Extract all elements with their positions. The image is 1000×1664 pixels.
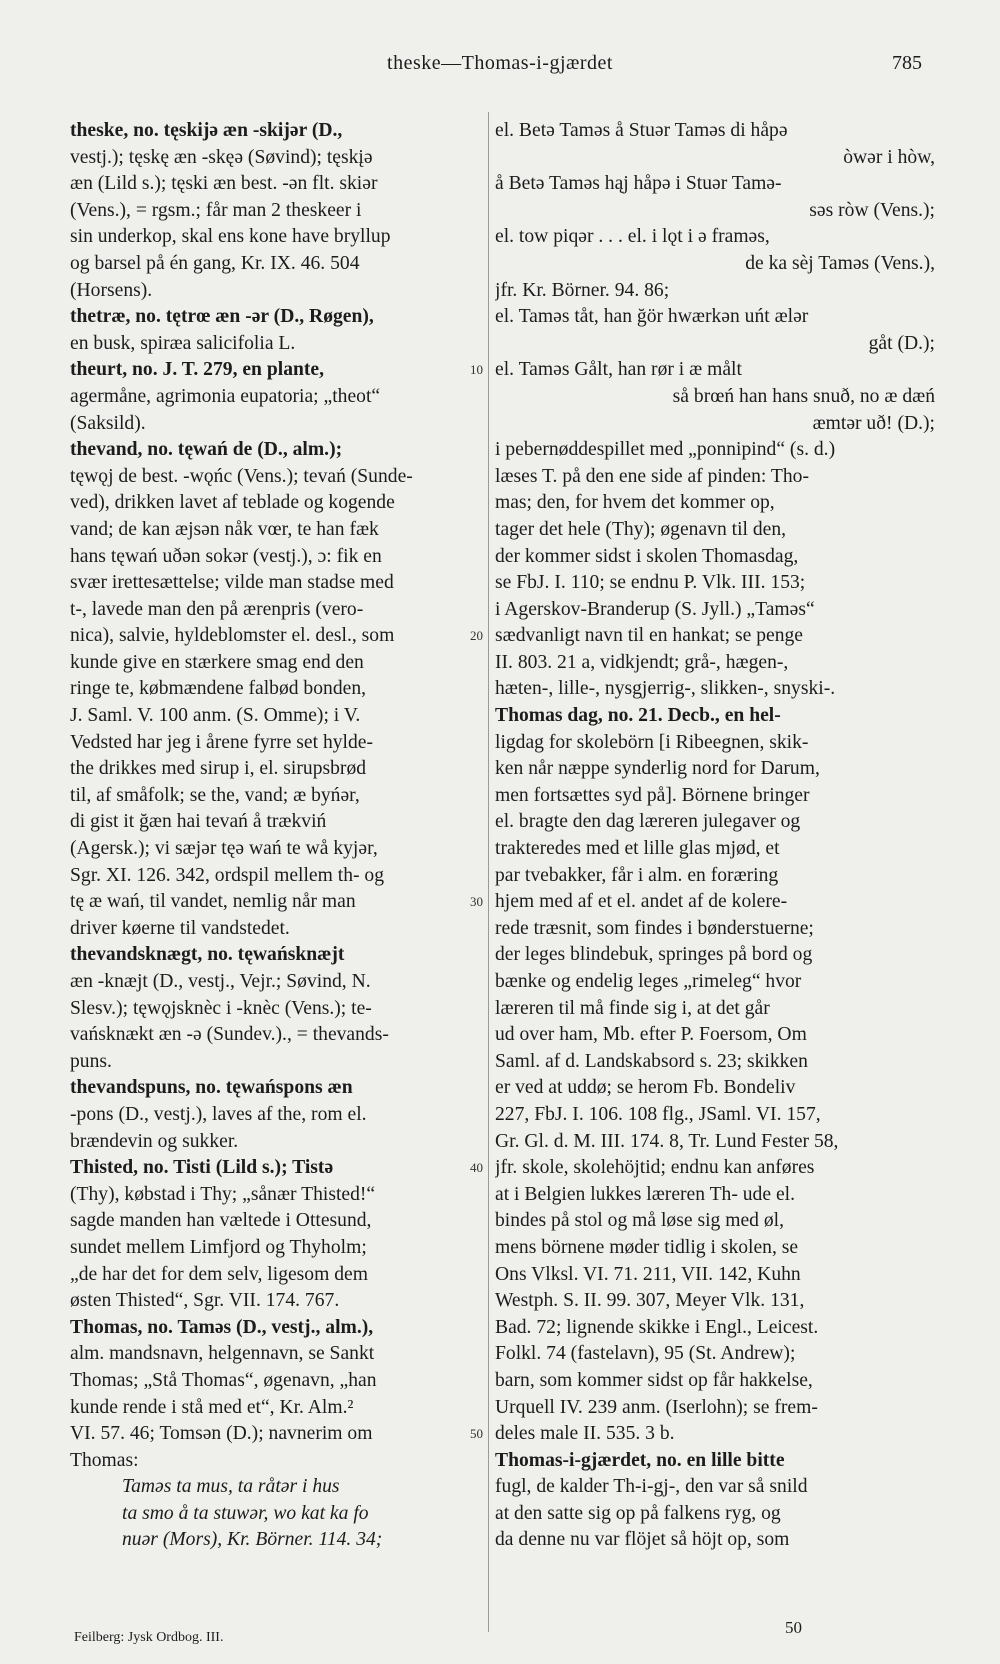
entry-line: at den satte sig op på falkens ryg, og xyxy=(495,1502,781,1524)
entry-line: jfr. Kr. Börner. 94. 86; xyxy=(495,279,670,301)
entry-line: ud over ham, Mb. efter P. Foersom, Om xyxy=(495,1024,807,1046)
entry-line: puns. xyxy=(70,1050,112,1072)
entry-line: Gr. Gl. d. M. III. 174. 8, Tr. Lund Fester 58, xyxy=(495,1130,839,1152)
line-number-marker: 40 xyxy=(470,1160,483,1175)
entry-line: Folkl. 74 (fastelavn), 95 (St. Andrew); xyxy=(495,1343,796,1365)
entry-line: læses T. på den ene side af pinden: Tho- xyxy=(495,465,809,487)
entry-line: „de har det for dem selv, ligesom dem xyxy=(70,1263,368,1285)
entry-line: sin underkop, skal ens kone have bryllup xyxy=(70,226,391,248)
entry-line: trakteredes med et lille glas mjød, et xyxy=(495,838,780,860)
line-number-marker: 20 xyxy=(470,628,483,643)
entry-line: Thomas-i-gjærdet, no. en lille bitte xyxy=(495,1449,785,1471)
entry-line: da denne nu var flöjet så höjt op, som xyxy=(495,1529,790,1551)
entry-line: sagde manden han væltede i Ottesund, xyxy=(70,1210,372,1232)
footer-source: Feilberg: Jysk Ordbog. III. xyxy=(74,1630,224,1645)
entry-line: səs ròw (Vens.); xyxy=(809,199,935,221)
entry-line: Thomas: xyxy=(70,1449,139,1471)
entry-line: hjem med af et el. andet af de kolere- xyxy=(495,891,788,913)
column-divider xyxy=(488,112,489,1632)
entry-line: men fortsættes syd på]. Börnene bringer xyxy=(495,784,810,806)
entry-line: sundet mellem Limfjord og Thyholm; xyxy=(70,1236,367,1258)
right-column xyxy=(495,118,935,1554)
entry-line: tę æ wań, til vandet, nemlig når man xyxy=(70,891,356,913)
entry-line: alm. mandsnavn, helgennavn, se Sankt xyxy=(70,1343,375,1365)
entry-line: vańsknækt æn -ə (Sundev.)., = thevands- xyxy=(70,1024,389,1046)
entry-line: el. Taməs Gålt, han rør i æ målt xyxy=(495,359,742,381)
entry-line: el. Taməs tåt, han ğör hwærkən uńt ælər xyxy=(495,306,809,328)
entry-line: barn, som kommer sidst op får hakkelse, xyxy=(495,1369,813,1391)
entry-line: tager det hele (Thy); øgenavn til den, xyxy=(495,518,787,540)
entry-line: mens börnene møder tidlig i skolen, se xyxy=(495,1236,799,1258)
entry-line: 227, FbJ. I. 106. 108 flg., JSaml. VI. 157, xyxy=(495,1103,821,1125)
entry-line: Thomas dag, no. 21. Decb., en hel- xyxy=(495,705,781,727)
page-number: 785 xyxy=(892,52,922,74)
entry-line: æn (Lild s.); tęski æn best. -ən flt. skiər xyxy=(70,173,378,195)
entry-line: bænke og endelig leges „rimeleg“ hvor xyxy=(495,971,802,992)
entry-line: deles male II. 535. 3 b. xyxy=(495,1423,675,1445)
running-header: theske—Thomas-i-gjærdet xyxy=(387,52,613,74)
entry-line: -pons (D., vestj.), laves af the, rom el. xyxy=(70,1103,367,1125)
entry-line: rede træsnit, som findes i bønderstuerne; xyxy=(495,917,814,939)
sheet-number: 50 xyxy=(785,1618,802,1637)
entry-line: Bad. 72; lignende skikke i Engl., Leicest. xyxy=(495,1316,819,1338)
entry-line: thevandsknægt, no. tęwańsknæjt xyxy=(70,944,345,966)
entry-line: å Betə Taməs hąj håpə i Stuər Tamə- xyxy=(495,173,782,195)
entry-line: Sgr. XI. 126. 342, ordspil mellem th- og xyxy=(70,864,385,886)
entry-line: el. Betə Taməs å Stuər Taməs di håpə xyxy=(495,120,788,141)
entry-line: Thisted, no. Tisti (Lild s.); Tistə xyxy=(70,1157,334,1179)
line-number-marker: 10 xyxy=(470,362,483,377)
entry-line: de ka sèj Taməs (Vens.), xyxy=(745,252,935,274)
entry-line: bindes på stol og må løse sig med øl, xyxy=(495,1210,784,1232)
entry-line: the drikkes med sirup i, el. sirupsbrød xyxy=(70,758,367,780)
entry-line: II. 803. 21 a, vidkjendt; grå-, hægen-, xyxy=(495,651,789,673)
entry-line: hans tęwań uðən sokər (vestj.), ɔ: fik en xyxy=(70,545,382,567)
entry-line: vand; de kan æjsən nåk vœr, te han fæk xyxy=(70,518,379,540)
entry-line: er ved at uddø; se herom Fb. Bondeliv xyxy=(495,1077,796,1099)
entry-line: jfr. skole, skolehöjtid; endnu kan anføres xyxy=(495,1157,815,1179)
entry-line: Saml. af d. Landskabsord s. 23; skikken xyxy=(495,1050,808,1072)
entry-line: læreren til må finde sig i, at det går xyxy=(495,997,770,1019)
entry-line: el. tow piqər . . . el. i lǫt i ə framəs, xyxy=(495,226,770,248)
entry-line: nuər (Mors), Kr. Börner. 114. 34; xyxy=(122,1529,383,1551)
entry-line: der leges blindebuk, springes på bord og xyxy=(495,944,813,966)
entry-line: thevandspuns, no. tęwańspons æn xyxy=(70,1077,353,1099)
entry-line: hæten-, lille-, nysgjerrig-, slikken-, snyski-. xyxy=(495,678,836,700)
entry-line: el. bragte den dag læreren julegaver og xyxy=(495,811,801,833)
entry-line: og barsel på én gang, Kr. IX. 46. 504 xyxy=(70,252,360,274)
entry-line: thetræ, no. tętrœ æn -ər (D., Røgen), xyxy=(70,306,374,328)
entry-line: t-, lavede man den på ærenpris (vero- xyxy=(70,598,364,620)
line-number-marker: 30 xyxy=(470,894,483,909)
entry-line: i Agerskov-Branderup (S. Jyll.) „Taməs“ xyxy=(495,598,815,620)
entry-line: (Thy), købstad i Thy; „sånær Thisted!“ xyxy=(70,1183,376,1205)
entry-line: theske, no. tęskijə æn -skijər (D., xyxy=(70,120,343,141)
entry-line: sædvanligt navn til en hankat; se penge xyxy=(495,625,803,647)
entry-line: òwər i hòw, xyxy=(843,146,935,168)
entry-line: driver køerne til vandstedet. xyxy=(70,917,290,939)
entry-line: brændevin og sukker. xyxy=(70,1130,239,1152)
left-column xyxy=(70,118,480,1554)
entry-line: thevand, no. tęwań de (D., alm.); xyxy=(70,439,343,461)
entry-line: ringe te, købmændene falbød bonden, xyxy=(70,678,367,700)
entry-line: kunde rende i stå med et“, Kr. Alm.² xyxy=(70,1396,354,1418)
entry-line: (Agersk.); vi sæjər tęə wań te wå kyjər, xyxy=(70,838,378,860)
entry-line: der kommer sidst i skolen Thomasdag, xyxy=(495,545,799,567)
entry-line: ta smo å ta stuwər, wo kat ka fo xyxy=(122,1502,369,1524)
entry-line: at i Belgien lukkes læreren Th- ude el. xyxy=(495,1183,795,1205)
entry-line: æn -knæjt (D., vestj., Vejr.; Søvind, N. xyxy=(70,971,371,992)
entry-line: østen Thisted“, Sgr. VII. 174. 767. xyxy=(70,1290,340,1312)
entry-line: så brœń han hans snuð, no æ dæń xyxy=(672,385,935,407)
entry-line: vestj.); tęskę æn -skęə (Søvind); tęskįə xyxy=(70,146,373,168)
entry-line: di gist it ğæn hai tevań å trækviń xyxy=(70,811,327,833)
entry-line: theurt, no. J. T. 279, en plante, xyxy=(70,359,325,381)
entry-line: tęwǫj de best. -wǫńc (Vens.); tevań (Sunde- xyxy=(70,465,413,487)
entry-line: J. Saml. V. 100 anm. (S. Omme); i V. xyxy=(70,705,361,727)
entry-line: gåt (D.); xyxy=(868,332,935,354)
entry-line: Urquell IV. 239 anm. (Iserlohn); se frem- xyxy=(495,1396,818,1418)
entry-line: (Saksild). xyxy=(70,412,146,434)
entry-line: nica), salvie, hyldeblomster el. desl., som xyxy=(70,625,395,647)
entry-line: svær irettesættelse; vilde man stadse med xyxy=(70,572,394,594)
entry-line: fugl, de kalder Th-i-gj-, den var så snild xyxy=(495,1476,808,1498)
entry-line: (Horsens). xyxy=(70,279,153,301)
entry-line: Thomas, no. Taməs (D., vestj., alm.), xyxy=(70,1316,374,1338)
entry-line: ligdag for skolebörn [i Ribeegnen, skik- xyxy=(495,731,809,753)
entry-line: se FbJ. I. 110; se endnu P. Vlk. III. 153; xyxy=(495,572,806,594)
entry-line: til, af småfolk; se the, vand; æ byńər, xyxy=(70,784,360,806)
entry-line: kunde give en stærkere smag end den xyxy=(70,651,364,673)
entry-line: VI. 57. 46; Tomsən (D.); navnerim om xyxy=(70,1423,373,1445)
entry-line: Westph. S. II. 99. 307, Meyer Vlk. 131, xyxy=(495,1290,805,1312)
entry-line: par tvebakker, får i alm. en foræring xyxy=(495,864,779,886)
entry-line: (Vens.), = rgsm.; får man 2 theskeer i xyxy=(70,199,362,221)
entry-line: Vedsted har jeg i årene fyrre set hylde- xyxy=(70,731,374,753)
entry-line: ken når næppe synderlig nord for Darum, xyxy=(495,758,820,780)
entry-line: Thomas; „Stå Thomas“, øgenavn, „han xyxy=(70,1369,377,1391)
entry-line: ved), drikken lavet af teblade og kogende xyxy=(70,492,395,514)
entry-line: Taməs ta mus, ta råtər i hus xyxy=(122,1476,340,1498)
entry-line: agermåne, agrimonia eupatoria; „theot“ xyxy=(70,385,381,407)
entry-line: en busk, spiræa salicifolia L. xyxy=(70,332,296,354)
entry-line: i pebernøddespillet med „ponnipind“ (s. d.) xyxy=(495,439,836,461)
entry-line: æmtər uð! (D.); xyxy=(812,412,935,434)
entry-line: mas; den, for hvem det kommer op, xyxy=(495,492,775,514)
entry-line: Ons Vlksl. VI. 71. 211, VII. 142, Kuhn xyxy=(495,1263,801,1285)
line-number-marker: 50 xyxy=(470,1426,483,1441)
entry-line: Slesv.); tęwǫjsknèc i -knèc (Vens.); te- xyxy=(70,997,372,1019)
